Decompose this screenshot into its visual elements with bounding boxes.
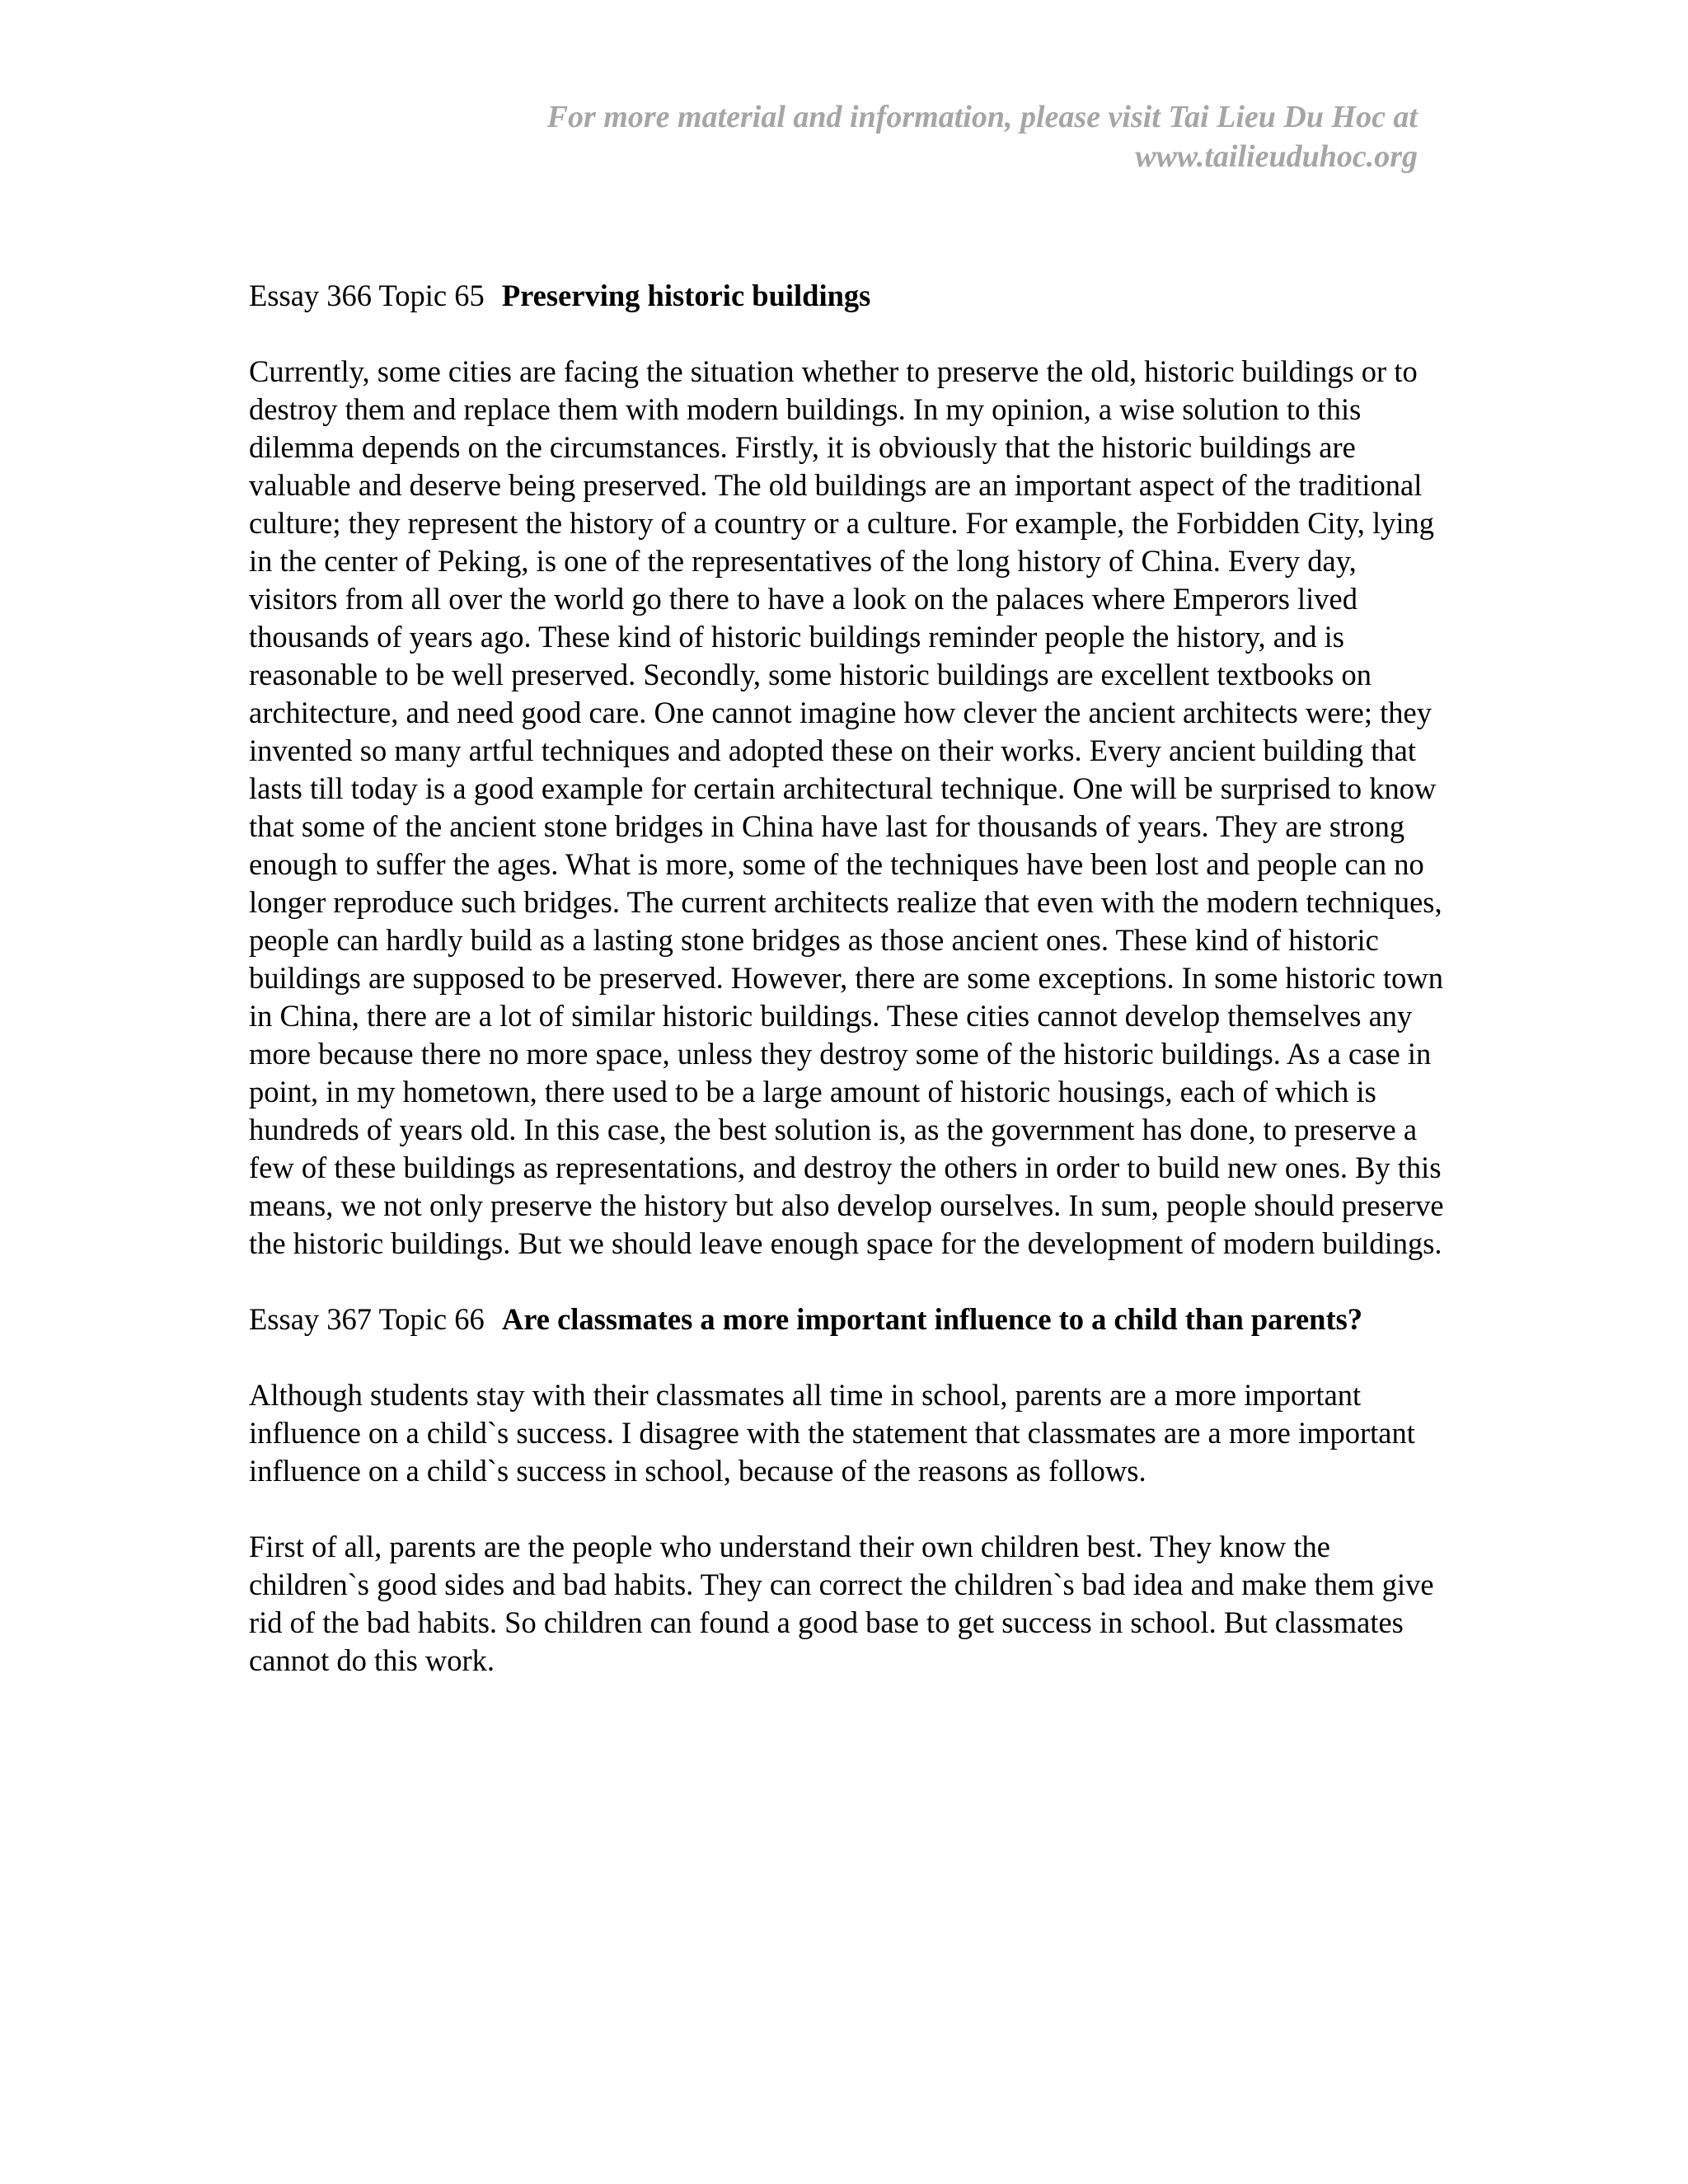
essay-paragraph: Currently, some cities are facing the situation whether to preserve the old, historic buildings or to destroy them and replace them with modern buildings. In my opinion, a wise solution to this dilemma depends on the circumstances. Firstly, it is obviously that the historic buildings are valuable and deserve being preserved. The old buildings are an important aspect of the traditional culture; they represent the history of a country or a culture. For example, the Forbidden City, lying in the center of Peking, is one of the representatives of the long history of China. Every day, visitors from all over the world go there to have a look on the palaces where Emperors lived thousands of years ago. These kind of historic buildings reminder people the history, and is reasonable to be well preserved. Secondly, some historic buildings are excellent textbooks on architecture, and need good care. One cannot imagine how clever the ancient architects were; they invented so many artful techniques and adopted these on their works. Every ancient building that lasts till today is a good example for certain architectural technique. One will be surprised to know that some of the ancient stone bridges in China have last for thousands of years. They are strong enough to suffer the ages. What is more, some of the techniques have been lost and people can no longer reproduce such bridges. The current architects realize that even with the modern techniques, people can hardly build as a lasting stone bridges as those ancient ones. These kind of historic buildings are supposed to be preserved. However, there are some exceptions. In some historic town in China, there are a lot of similar historic buildings. These cities cannot develop themselves any more because there no more space, unless they destroy some of the historic buildings. As a case in point, in my hometown, there used to be a large amount of historic housings, each of which is hundreds of years old. In this case, the best solution is, as the government has done, to preserve a few of these buildings as representations, and destroy the others in order to build new ones. By this means, we not only preserve the history but also develop ourselves. In sum, people should preserve the historic buildings. But we should leave enough space for the development of modern buildings.: [249, 354, 1444, 1260]
essay-title: Preserving historic buildings: [501, 279, 871, 312]
header-line-2: www.tailieuduhoc.org: [1135, 139, 1418, 174]
essay-paragraph: Although students stay with their classmates all time in school, parents are a more important influence on a child`s success. I disagree with the statement that classmates are a more important influence on a child`s success in school, because of the reasons as follows.: [249, 1378, 1415, 1488]
essay-title: Are classmates a more important influence to a child than parents?: [501, 1302, 1363, 1336]
document-body: [249, 277, 1444, 1718]
essay-heading: [249, 277, 1444, 315]
essay-366: [249, 277, 1444, 1263]
essay-paragraph: First of all, parents are the people who understand their own children best. They know the children`s good sides and bad habits. They can correct the children`s bad idea and make them give rid of the bad habits. So children can found a good base to get success in school. But classmates cannot do this work.: [249, 1530, 1434, 1677]
page-header: [181, 97, 1418, 176]
essay-heading: [249, 1301, 1444, 1338]
essay-label: Essay 366 Topic 65: [249, 279, 485, 312]
essay-367: [249, 1301, 1444, 1680]
header-line-1: For more material and information, please visit Tai Lieu Du Hoc at: [546, 100, 1418, 134]
essay-label: Essay 367 Topic 66: [249, 1302, 485, 1336]
